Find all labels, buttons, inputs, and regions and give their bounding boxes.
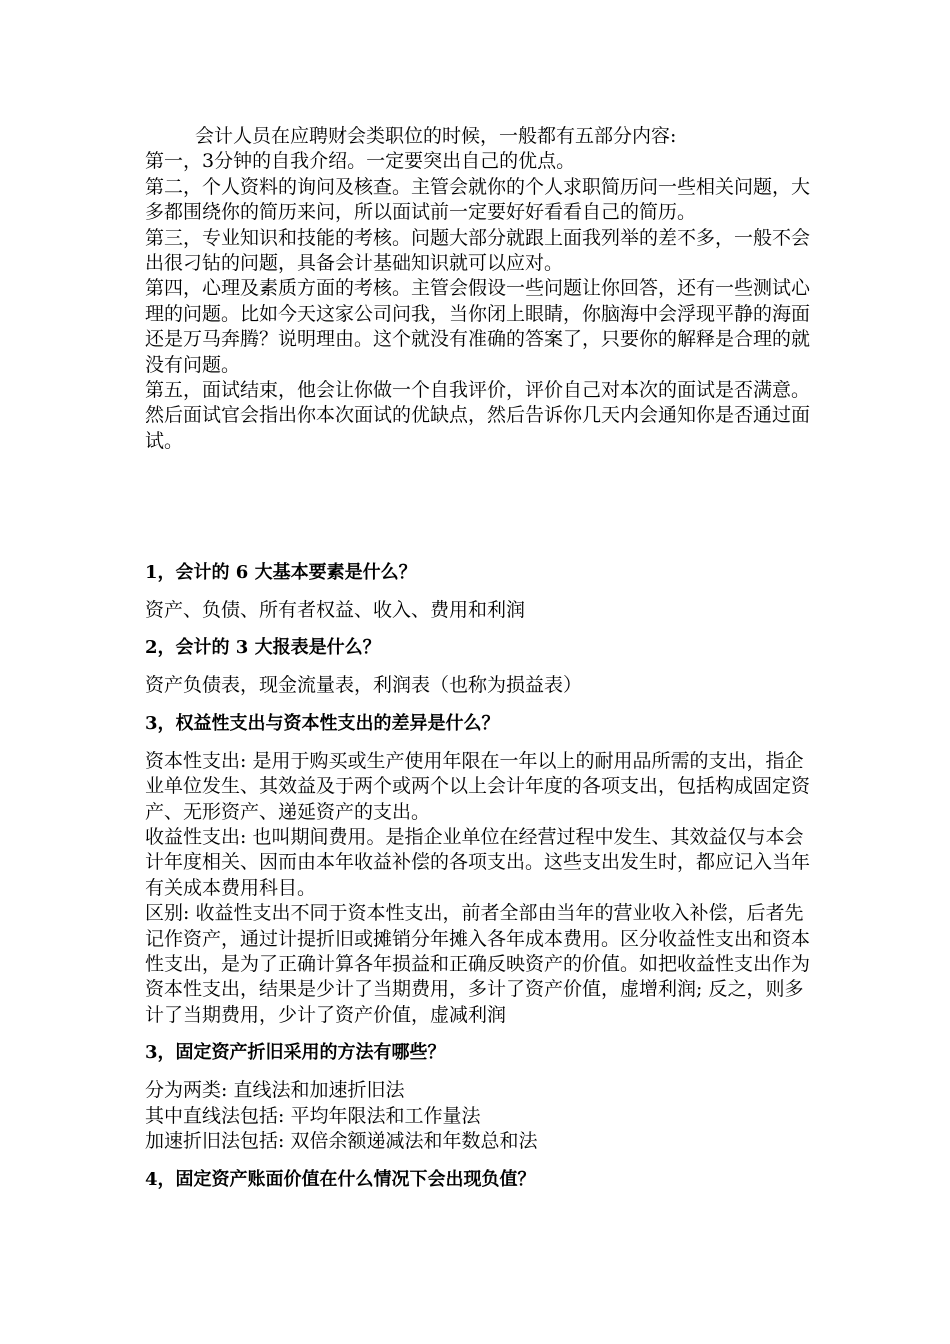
answer-block [145,749,810,1028]
answer-text: 分为两类: 直线法和加速折旧法 [145,1079,405,1102]
answer-block [145,1078,810,1154]
intro-lead: 会计人员在应聘财会类职位的时候，一般都有五部分内容: [195,125,677,147]
answer-text: 加速折旧法包括: 双倍余额递减法和年数总和法 [145,1130,538,1153]
answer-text: 区别: 收益性支出不同于资本性支出，前者全部由当年的营业收入补偿，后者先记作资产，通过计提折旧或摊销分年摊入各年成本费用。区分收益性支出和资本性支出，是为了正确计算各年损益和正确反映资产的价值。如把收益性支出作为资本性支出，结果是少计了当期费用，多计了资产价值，虚增利润; 反之，则多计了当期费用，少计了资产价值，虚减利润 [145,902,811,1026]
question-heading: 4，固定资产账面价值在什么情况下会出现负值？ [145,1168,536,1190]
question-heading: 2，会计的 3 大报表是什么？ [145,637,381,659]
intro-item: 第一，3分钟的自我介绍。一定要突出自己的优点。 [145,150,576,173]
answer-text: 资产、负债、所有者权益、收入、费用和利润 [145,599,526,621]
answer-text: 收益性支出: 也叫期间费用。是指企业单位在经营过程中发生、其效益仅与本会计年度相关、因而由本年收益补偿的各项支出。这些支出发生时，都应记入当年有关成本费用科目。 [145,826,811,899]
answer-text: 其中直线法包括: 平均年限法和工作量法 [145,1104,481,1127]
intro-item: 第五，面试结束，他会让你做一个自我评价，评价自己对本次的面试是否满意。然后面试官会指出你本次面试的优缺点，然后告诉你几天内会通知你是否通过面试。 [145,379,811,452]
answer-text: 资产负债表，现金流量表，利润表（也称为损益表） [145,674,583,697]
intro-item: 第四，心理及素质方面的考核。主管会假设一些问题让你回答，还有一些测试心理的问题。比如今天这家公司问我，当你闭上眼睛，你脑海中会浮现平静的海面还是万马奔腾？说明理由。这个就没有准确的答案了，只要你的解释是合理的就没有问题。 [145,277,811,376]
intro-item: 第三，专业知识和技能的考核。问题大部分就跟上面我列举的差不多，一般不会出很刁钻的问题，具备会计基础知识就可以应对。 [145,226,811,275]
qa-section [145,560,810,1205]
question-heading: 3，固定资产折旧采用的方法有哪些？ [145,1042,446,1064]
question-heading: 3，权益性支出与资本性支出的差异是什么？ [145,712,500,734]
intro-item: 第二，个人资料的询问及核查。主管会就你的个人求职简历问一些相关问题，大多都围绕你的简历来问，所以面试前一定要好好看看自己的简历。 [145,175,811,224]
intro-section [145,124,810,454]
answer-text: 资本性支出: 是用于购买或生产使用年限在一年以上的耐用品所需的支出，指企业单位发生、其效益及于两个或两个以上会计年度的各项支出，包括构成固定资产、无形资产、递延资产的支出。 [145,749,811,823]
question-heading: 1，会计的 6 大基本要素是什么？ [145,562,417,583]
